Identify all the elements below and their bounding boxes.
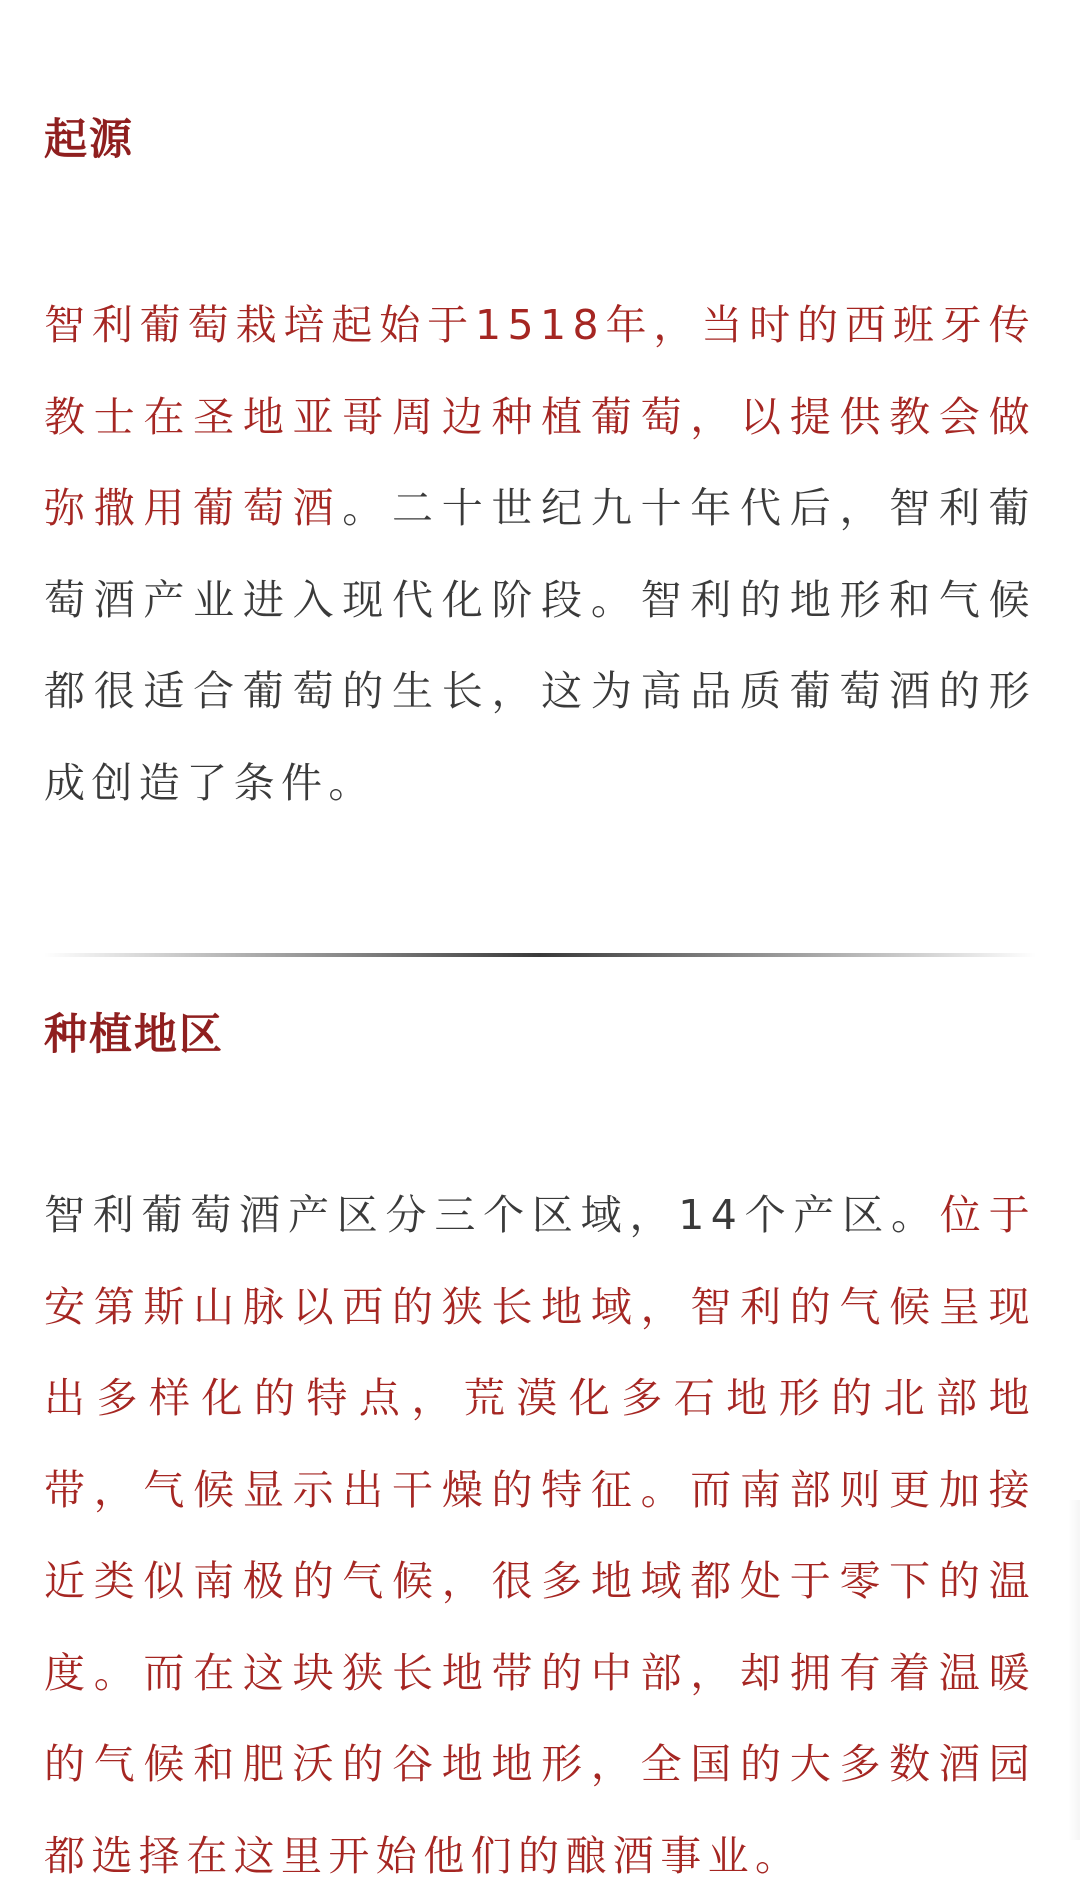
section-heading-origin: 起源	[44, 115, 134, 165]
scroll-indicator[interactable]	[1068, 1500, 1080, 1840]
regions-normal-text: 智利葡萄酒产区分三个区域，14个产区。	[44, 1191, 940, 1239]
origin-paragraph	[44, 280, 1036, 829]
origin-normal-text: 。二十世纪九十年代后，智利葡萄酒产业进入现代化阶段。智利的地形和气候都很适合葡萄的生长，这为高品质葡萄酒的形成创造了条件。	[44, 484, 1036, 807]
section-heading-regions: 种植地区	[44, 1010, 224, 1060]
regions-accent-text: 位于安第斯山脉以西的狭长地域，智利的气候呈现出多样化的特点，荒漠化多石地形的北部地带，气候显示出干燥的特征。而南部则更加接近类似南极的气候，很多地域都处于零下的温度。而在这块狭长地带的中部，却拥有着温暖的气候和肥沃的谷地地形，全国的大多数酒园都选择在这里开始他们的酿酒事业。	[44, 1191, 1036, 1880]
section-divider	[44, 953, 1036, 957]
regions-paragraph	[44, 1170, 1036, 1902]
origin-accent-text: 智利葡萄栽培起始于1518年，当时的西班牙传教士在圣地亚哥周边种植葡萄，以提供教会做弥撒用葡萄酒	[44, 301, 1036, 532]
